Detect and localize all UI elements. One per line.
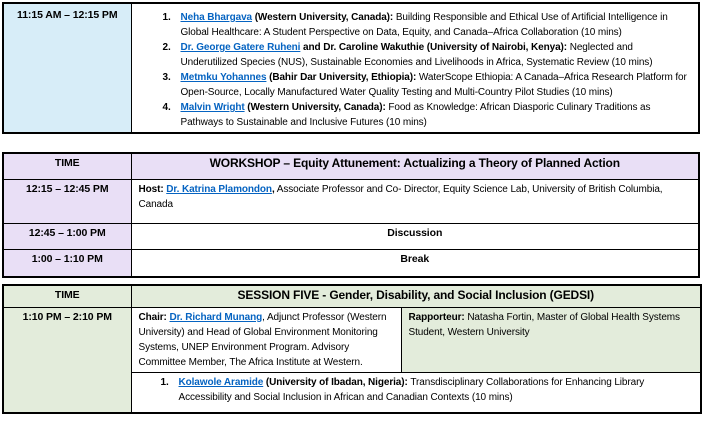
person-link[interactable]: Dr. Richard Munang: [169, 311, 263, 323]
list-item: [139, 40, 692, 70]
list-item: [139, 375, 694, 405]
morning-presentations-table: [2, 2, 700, 134]
session-title: SESSION FIVE - Gender, Disability, and Social Inclusion (GEDSI): [131, 285, 701, 307]
table-row: [3, 307, 701, 372]
item-number: 4.: [162, 102, 171, 113]
item-number: 1.: [162, 12, 171, 23]
text-run: Neglected and Underutilized Species (NUS), Sustainable Economies and Livelihoods in Africa, Systematic Review (10 mins): [180, 42, 653, 68]
table-row: [3, 179, 699, 223]
bold-text-run: Host:: [138, 183, 167, 195]
list-item: [139, 10, 692, 40]
item-text: [179, 375, 694, 405]
item-number: 1.: [160, 376, 169, 388]
bold-text-run: (University of Ibadan, Nigeria):: [263, 376, 411, 388]
person-link[interactable]: Neha Bhargava: [180, 12, 253, 23]
item-text: [181, 100, 692, 130]
text-run: Associate Professor and Co- Director, Equity Science Lab, University of British Columbia, Canada: [138, 183, 663, 210]
time-column-header: TIME: [3, 153, 131, 179]
host-cell: [131, 179, 699, 223]
bold-text-run: ,: [271, 183, 275, 195]
list-item: [139, 100, 692, 130]
table-row: [3, 249, 699, 277]
time-slot-cell: 1:10 PM – 2:10 PM: [3, 307, 131, 413]
item-text: [181, 70, 692, 100]
presentations-list: [139, 6, 692, 130]
list-item: [139, 70, 692, 100]
item-number: 3.: [162, 72, 171, 83]
text-run: WaterScope Ethiopia: A Canada–Africa Research Platform for Open-Source, Locally Manufactured Water Quality Testing and Multi-Country Pilot Studies (10 mins): [180, 72, 687, 98]
text-run: Food as Knowledge: African Diasporic Culinary Traditions as Pathways to Sustainable and Inclusive Futures (10 mins): [180, 102, 651, 128]
discussion-cell: Discussion: [131, 223, 699, 249]
rapporteur-cell: [401, 307, 701, 372]
text-run: Building Responsible and Ethical Use of Artificial Intelligence in Global Healthcare: A Student Perspective on Data, Equity, and Canada–Africa Collaboration (10 mins): [180, 12, 668, 38]
person-link[interactable]: Kolawole Aramide: [178, 376, 264, 388]
person-link[interactable]: Metmku Yohannes: [180, 72, 267, 83]
workshop-title: WORKSHOP – Equity Attunement: Actualizing a Theory of Planned Action: [131, 153, 699, 179]
time-slot-label: 11:15 AM – 12:15 PM: [17, 9, 118, 21]
session-presentations-cell: [131, 372, 701, 413]
table-header-row: [3, 285, 701, 307]
text-run: , Adjunct Professor (Western University) and Head of Global Environment Monitoring Systems, UNEP Environment Program. Advisory Committee Member, The Africa Institute at Western.: [138, 311, 387, 368]
person-link[interactable]: Malvin Wright: [180, 102, 245, 113]
bold-text-run: (Bahir Dar University, Ethiopia):: [266, 72, 419, 83]
table-header-row: [3, 153, 699, 179]
item-text: [181, 40, 692, 70]
session-five-table: [2, 284, 702, 414]
table-row: [3, 223, 699, 249]
bold-text-run: (Western University, Canada):: [244, 102, 389, 113]
time-slot-cell: 12:15 – 12:45 PM: [3, 179, 131, 223]
time-slot-cell: 1:00 – 1:10 PM: [3, 249, 131, 277]
bold-text-run: Rapporteur:: [408, 311, 468, 323]
break-cell: Break: [131, 249, 699, 277]
bold-text-run: Chair:: [138, 311, 170, 323]
text-run: Transdisciplinary Collaborations for Enhancing Library Accessibility and Social Inclusion in African and Canadian Contexts (10 mins): [178, 376, 645, 403]
presentations-cell: [131, 3, 699, 133]
person-link[interactable]: Dr. Katrina Plamondon: [166, 183, 272, 195]
time-column-header: TIME: [3, 285, 131, 307]
chair-cell: [131, 307, 401, 372]
table-row: [3, 3, 699, 133]
bold-text-run: and Dr. Caroline Wakuthie (University of Nairobi, Kenya):: [300, 42, 570, 53]
item-number: 2.: [162, 42, 171, 53]
time-slot-cell: 12:45 – 1:00 PM: [3, 223, 131, 249]
item-text: [181, 10, 692, 40]
time-slot-cell: [3, 3, 131, 133]
workshop-table: [2, 152, 700, 278]
bold-text-run: (Western University, Canada):: [252, 12, 396, 23]
text-run: Natasha Fortin, Master of Global Health Systems Student, Western University: [408, 311, 680, 338]
person-link[interactable]: Dr. George Gatere Ruheni: [180, 42, 301, 53]
